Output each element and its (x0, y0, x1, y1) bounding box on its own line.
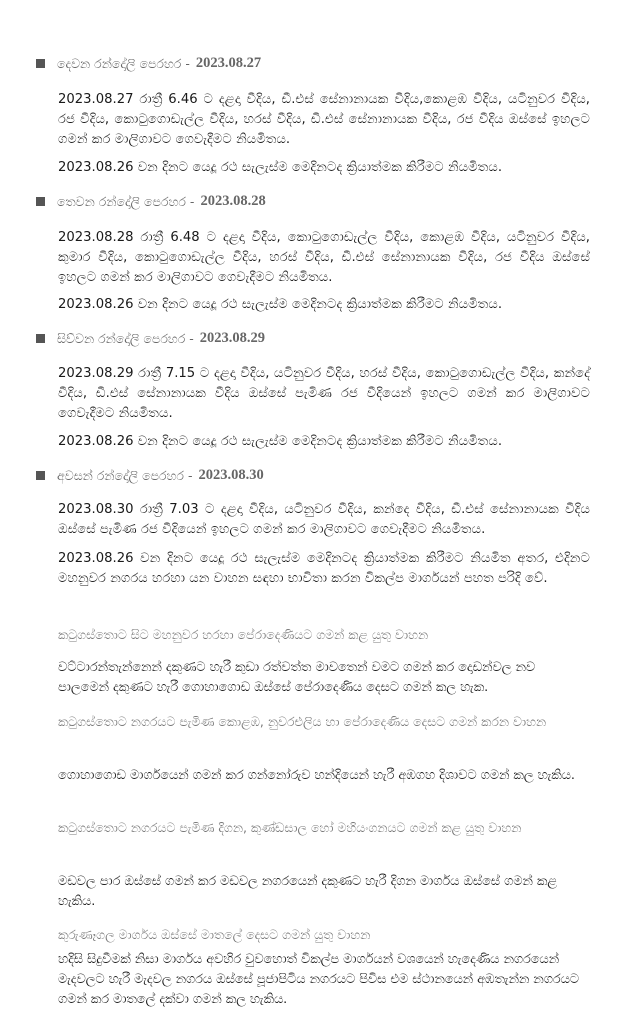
route-subheading: කටුගස්තොට නගරයට පැමිණ කොළඹ, නුවරඑලිය හා පේරාදෙණිය දෙසට ගමන් කරන වාහන (58, 714, 547, 729)
section-heading-date: 2023.08.30 (198, 467, 264, 483)
section-paragraph: 2023.08.29 රාත්‍රී 7.15 ට දළදා වීදිය, යටිනුවර වීදිය, හරස් වීදිය, කොටුගොඩැල්ල වීදිය, කන්දේ වීදිය, ඩී.එස් සේනානායක වීදිය ඔස්සේ පැමිණ රජ වීදියෙන් ඉහලට ගමන් කර මාලිගාවට ගෙවැදීමට නියමිතය. (58, 366, 590, 421)
section-heading-date: 2023.08.27 (195, 55, 262, 71)
section-paragraph: 2023.08.28 රාත්‍රී 6.48 ට දළදා වීදිය, කොටුගොඩැල්ල වීදිය, කොළඹ වීදිය, යටිනුවර වීදිය, කුමාර වීදිය, කොටුගොඩැල්ල වීදිය, හරස් වීදිය, ඩී.එස් සේනානායක වීදිය, රජ වීදිය ඔස්සේ ඉහලට ගමන් කර මාලිගාවට ගෙවැදීමට නියමිතය. (58, 230, 590, 285)
section-heading-text: අවසන් රන්දෝලි පෙරහර - (57, 467, 193, 483)
section-heading-text: සිව්වන රන්දෝලි පෙරහර - (57, 330, 194, 346)
section-paragraph: 2023.08.26 වන දිනට යෙදූ රථ සැලැස්ම මෙදිනටද ක්‍රියාත්මක කිරීමට නියමිතය. (58, 434, 503, 449)
section-heading-3 (36, 330, 265, 347)
section-heading-2 (36, 193, 266, 210)
square-bullet-icon (36, 471, 45, 480)
route-description: මඩවල පාර ඔස්සේ ගමන් කර මඩවල නගරයෙන් දකුණට හැරී දිගන මාර්ගය ඔස්සේ ගමන් කළ හැකිය. (58, 874, 558, 909)
route-subheading: කුරුණෑගල මාර්ගය ඔස්සේ මාතලේ දෙසට ගමන් යුතු වාහන (58, 927, 371, 942)
square-bullet-icon (36, 334, 45, 343)
section-paragraph: 2023.08.30 රාත්‍රී 7.03 ට දළදා වීදිය, යටිනුවර වීදිය, කන්දෙ වීදිය, ඩී.එස් සේනානායක වීදිය ඔස්සේ පැමිණ රජ වීදියෙන් ඉහලට ගමන් කර මාලිගාවට ගෙවැදීමට නියමිතය. (58, 502, 590, 537)
route-description: හදිසි සිදුවීමක් නිසා මාර්ගය අවහිර වුවහොත් විකල්ප මාර්ගයන් වශයෙන් හැදෙණිය නගරයෙන් මැදවලට හැරී මැදවල නගරය ඔස්සේ පූජාපිටිය නගරයට පිවිස එම ස්ථානයෙන් අඹතැන්න නගරයට ගමන් කර මාතලේ දක්වා ගමන් කල හැකිය. (58, 952, 579, 1007)
section-paragraph: 2023.08.27 රාත්‍රී 6.46 ට දළදා වීදිය, ඩී.එස් සේනානායක වීදිය,කොළඹ වීදිය, යටිනුවර වීදිය, රජ වීදිය, කොටුගොඩැල්ල වීදිය, හරස් වීදිය, ඩී.එස් සේනානායක වීදිය, රජ වීදිය ඔස්සේ ඉහලට ගමන් කර මාලිගාවට ගෙවැදීමට නියමිතය. (58, 92, 590, 147)
section-paragraph: 2023.08.26 වන දිනට යෙදූ රථ සැලැස්ම මෙදිනටද ක්‍රියාත්මක කිරීමට නියමිතය. (58, 160, 503, 175)
section-heading-date: 2023.08.29 (199, 330, 266, 346)
square-bullet-icon (36, 197, 45, 206)
route-description: වට්ටාරන්තැන්නෙන් දකුණට හැරී කුඩා රත්වත්ත මාවතෙන් වමට ගමන් කර දොඩන්වල නව පාලමෙන් දකුණට හැරී ගොහාගොඩ ඔස්සේ පේරාදෙණිය දෙසට ගමන් කල හැක. (58, 660, 536, 695)
route-subheading: කටුගස්තොට නගරයට පැමිණ දිගන, කුණ්ඩසාල හෝ මහියංගනයට ගමන් කළ යුතු වාහන (58, 820, 522, 835)
section-heading-text: දෙවන රන්දෝලි පෙරහර - (57, 55, 190, 71)
section-paragraph: 2023.08.26 වන දිනට යෙදූ රථ සැලැස්ම මෙදිනටද ක්‍රියාත්මක කිරීමට නියමිතය. (58, 297, 503, 312)
section-heading-1 (36, 55, 261, 72)
route-subheading: කටුගස්තොට සිට මහනුවර හරහා පේරාදෙණියට ගමන් කළ යුතු වාහන (58, 627, 429, 642)
section-heading-4 (36, 467, 264, 484)
square-bullet-icon (36, 59, 45, 68)
route-description: ගොහාගොඩ මාර්ගයෙන් ගමන් කර ගන්නෝරුව හන්දියෙන් හැරී අඹගහ දිශාවට ගමන් කල හැකිය. (58, 768, 575, 783)
section-paragraph: 2023.08.26 වන දිනට යෙදූ රථ සැලැස්ම මෙදිනටද ක්‍රියාත්මක කිරීමට නියමිත අතර, එදිනට මහනුවර නගරය හරහා යන වාහන සඳහා භාවිතා කරන විකල්ප මාර්ගයන් පහත පරිදි වේ. (58, 551, 590, 586)
section-heading-date: 2023.08.28 (200, 193, 266, 209)
section-heading-text: තෙවන රන්දෝලි පෙරහර - (57, 193, 195, 209)
